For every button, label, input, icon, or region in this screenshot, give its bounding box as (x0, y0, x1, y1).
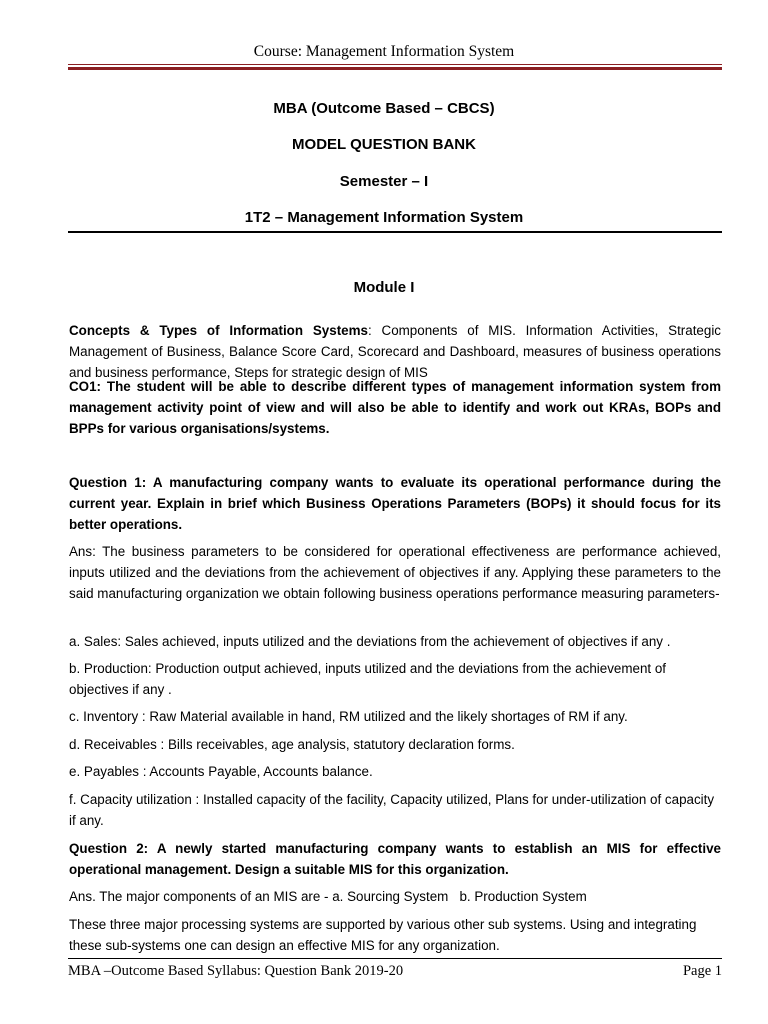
concepts-text: : Components of MIS. Information Activities, Strategic Management of Business, Balance Score Card, Scorecard and Dashboard, measures of business operations and business performance, Steps for strategic design of MIS (69, 323, 721, 381)
header-rule-thin (68, 64, 722, 65)
answer-2-note: These three major processing systems are supported by various other sub systems. Using and integrating these sub-systems one can design an effective MIS for any organization. (69, 917, 697, 953)
running-footer (68, 963, 722, 980)
concepts-lead: Concepts & Types of Information Systems (69, 323, 368, 339)
list-item-inventory: c. Inventory : Raw Material available in hand, RM utilized and the likely shortages of RM if any. (69, 709, 628, 724)
course-outcome: CO1: The student will be able to describe different types of management information system from management activity point of view and will also be able to identify and work out KRAs, BOPs and BPPs for various organisations/systems. (69, 379, 721, 436)
subject-title: 1T2 – Management Information System (244, 209, 524, 226)
list-item-sales: a. Sales: Sales achieved, inputs utilized and the deviations from the achievement of objectives if any . (69, 634, 671, 649)
module-heading: Module I (353, 279, 415, 296)
list-item-receivables: d. Receivables : Bills receivables, age analysis, statutory declaration forms. (69, 737, 515, 752)
semester-title: Semester – I (339, 173, 429, 190)
title-underline (68, 231, 722, 233)
running-header: Course: Management Information System (253, 43, 515, 60)
question-1: Question 1: A manufacturing company wants to evaluate its operational performance during the current year. Explain in brief which Business Operations Parameters (BOPs) it should focus for its better operations. (69, 475, 721, 532)
answer-2: Ans. The major components of an MIS are - a. Sourcing System b. Production System (69, 889, 587, 904)
footer-left-text: MBA –Outcome Based Syllabus: Question Bank 2019-20 (68, 963, 404, 979)
list-item-production: b. Production: Production output achieved, inputs utilized and the deviations from the achievement of objectives if any . (69, 661, 666, 697)
page-number: Page 1 (682, 963, 722, 979)
list-item-payables: e. Payables : Accounts Payable, Accounts balance. (69, 764, 373, 779)
header-rule-thick (68, 67, 722, 70)
program-title: MBA (Outcome Based – CBCS) (273, 100, 495, 117)
question-2: Question 2: A newly started manufacturing company wants to establish an MIS for effective operational management. Design a suitable MIS for this organization. (69, 841, 721, 877)
list-item-capacity: f. Capacity utilization : Installed capacity of the facility, Capacity utilized, Plans for under-utilization of capacity if any. (69, 792, 715, 828)
concepts-paragraph (69, 320, 721, 383)
question-bank-title: MODEL QUESTION BANK (292, 136, 476, 153)
footer-rule (68, 958, 722, 959)
answer-1: Ans: The business parameters to be considered for operational effectiveness are performance achieved, inputs utilized and the deviations from the achievement of objectives if any. Applying these parameters to the said manufacturing organization we obtain following business operations performance measuring parameters- (69, 544, 721, 601)
